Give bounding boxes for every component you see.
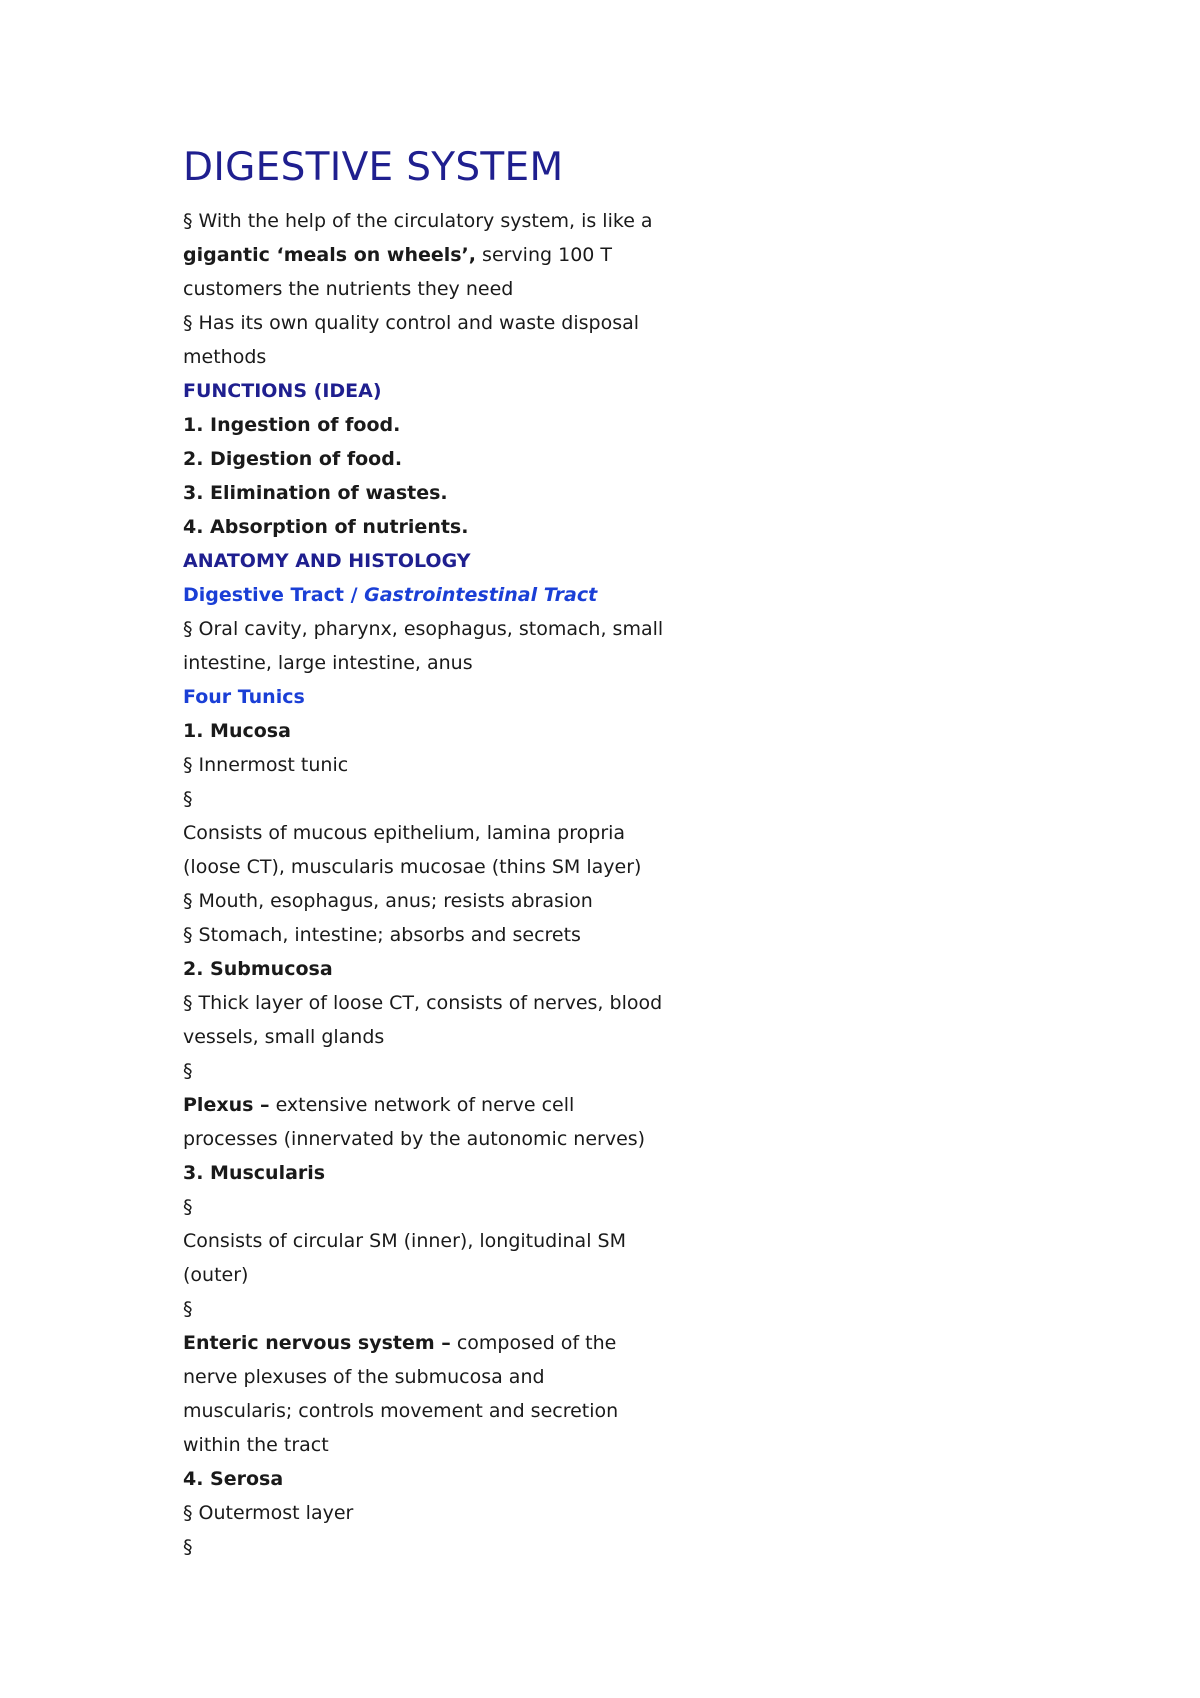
function-item: 1. Ingestion of food. — [183, 414, 401, 436]
intro-line-1: § With the help of the circulatory system, is like a — [183, 210, 653, 232]
tract-line-1: § Oral cavity, pharynx, esophagus, stomach, small — [183, 618, 664, 640]
intro-line-5: methods — [183, 346, 267, 368]
muscularis-line — [183, 1326, 703, 1360]
digestive-tract-label: Digestive Tract / — [183, 584, 365, 606]
serosa-title: 4. Serosa — [183, 1468, 284, 1490]
muscularis-line: within the tract — [183, 1434, 329, 1456]
mucosa-line: § Mouth, esophagus, anus; resists abrasion — [183, 890, 593, 912]
muscularis-line: nerve plexuses of the submucosa and — [183, 1366, 545, 1388]
functions-heading: FUNCTIONS (IDEA) — [183, 380, 382, 402]
four-tunics-heading: Four Tunics — [183, 686, 305, 708]
intro-line-4: § Has its own quality control and waste disposal — [183, 312, 640, 334]
intro-line-3: customers the nutrients they need — [183, 278, 514, 300]
muscularis-line: (outer) — [183, 1264, 249, 1286]
anatomy-heading: ANATOMY AND HISTOLOGY — [183, 550, 471, 572]
gi-tract-label: Gastrointestinal Tract — [364, 584, 598, 606]
serosa-line: § — [183, 1536, 193, 1558]
muscularis-line: Consists of circular SM (inner), longitudinal SM — [183, 1230, 626, 1252]
meals-on-wheels-text: gigantic ‘meals on wheels’, — [183, 244, 476, 266]
submucosa-title: 2. Submucosa — [183, 958, 333, 980]
tract-line-2: intestine, large intestine, anus — [183, 652, 473, 674]
mucosa-line: § Stomach, intestine; absorbs and secrets — [183, 924, 581, 946]
submucosa-line — [183, 1088, 703, 1122]
muscularis-line: § — [183, 1196, 193, 1218]
mucosa-line: (loose CT), muscularis mucosae (thins SM layer) — [183, 856, 642, 878]
mucosa-title: 1. Mucosa — [183, 720, 291, 742]
plexus-term: Plexus – — [183, 1094, 270, 1116]
enteric-definition: composed of the — [450, 1332, 617, 1354]
muscularis-line: § — [183, 1298, 193, 1320]
plexus-definition: extensive network of nerve cell — [269, 1094, 575, 1116]
muscularis-title: 3. Muscularis — [183, 1162, 326, 1184]
function-item: 2. Digestion of food. — [183, 448, 403, 470]
function-item: 3. Elimination of wastes. — [183, 482, 448, 504]
digestive-tract-heading — [183, 578, 703, 612]
mucosa-line: § Innermost tunic — [183, 754, 349, 776]
mucosa-line: § — [183, 788, 193, 810]
function-item: 4. Absorption of nutrients. — [183, 516, 469, 538]
muscularis-line: muscularis; controls movement and secretion — [183, 1400, 619, 1422]
document-content — [183, 140, 703, 1564]
enteric-term: Enteric nervous system – — [183, 1332, 451, 1354]
submucosa-line: processes (innervated by the autonomic nerves) — [183, 1128, 646, 1150]
submucosa-line: § — [183, 1060, 193, 1082]
submucosa-line: § Thick layer of loose CT, consists of nerves, blood — [183, 992, 663, 1014]
submucosa-line: vessels, small glands — [183, 1026, 385, 1048]
intro-line-2 — [183, 238, 703, 272]
serosa-line: § Outermost layer — [183, 1502, 354, 1524]
document-title: DIGESTIVE SYSTEM — [183, 145, 564, 190]
mucosa-line: Consists of mucous epithelium, lamina propria — [183, 822, 626, 844]
intro-line-2-rest: serving 100 T — [476, 244, 613, 266]
